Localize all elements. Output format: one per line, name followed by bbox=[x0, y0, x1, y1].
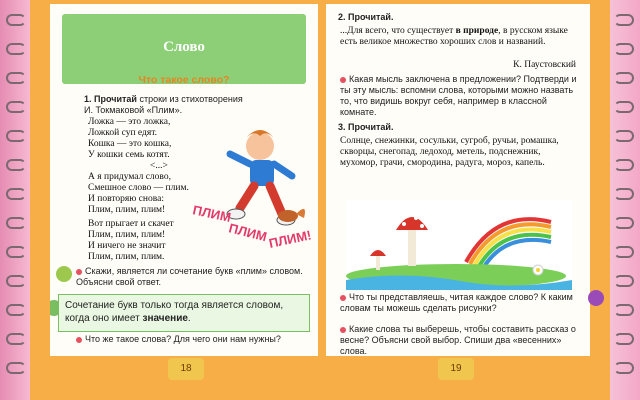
spiral-ring bbox=[614, 159, 634, 171]
quote-author: К. Паустовский bbox=[513, 60, 576, 70]
spiral-ring bbox=[614, 130, 634, 142]
spiral-ring bbox=[6, 14, 26, 26]
poem-line: И повторяю снова: bbox=[88, 194, 164, 204]
spiral-ring bbox=[6, 304, 26, 316]
spiral-ring bbox=[614, 43, 634, 55]
page-number-right: 19 bbox=[438, 358, 474, 380]
words-list: Солнце, снежинки, сосульки, сугроб, ручьи, ромашка, скворцы, снегопад, ледоход, метель, подснежник, мухомор, грачи, смородина, радуга, мороз, капель. bbox=[340, 136, 559, 168]
spiral-ring bbox=[6, 188, 26, 200]
plim-word-2: ПЛИМ bbox=[227, 220, 269, 245]
pencil-icon bbox=[588, 290, 604, 306]
spiral-ring bbox=[6, 362, 26, 374]
poem-line: Кошка — это кошка, bbox=[88, 139, 172, 149]
question-words-text: Что же такое слова? Для чего они нам нужны? bbox=[85, 334, 281, 344]
poem-line: Вот прыгает и скачет bbox=[88, 219, 174, 229]
spiral-ring bbox=[614, 304, 634, 316]
spiral-ring bbox=[614, 275, 634, 287]
task1-text: строки из стихотворения bbox=[136, 94, 243, 104]
spiral-ring bbox=[614, 72, 634, 84]
bullet-icon bbox=[340, 295, 346, 301]
poem-line: Плим, плим, плим. bbox=[88, 252, 165, 262]
question-imagine bbox=[340, 292, 580, 314]
task3-label: 3. Прочитай. bbox=[338, 122, 394, 132]
rule-text bbox=[65, 299, 303, 325]
question-spring bbox=[340, 324, 580, 356]
bullet-icon bbox=[340, 77, 346, 83]
rule-part: Сочетание букв только тогда является словом, когда оно имеет bbox=[65, 300, 284, 324]
task2-label: 2. Прочитай. bbox=[338, 12, 394, 22]
poem-line: Ложкой суп едят. bbox=[88, 128, 158, 138]
spiral-ring bbox=[6, 275, 26, 287]
question-thought bbox=[340, 74, 578, 118]
spiral-ring bbox=[6, 130, 26, 142]
poem-line: Плим, плим, плим! bbox=[88, 205, 166, 215]
spiral-ring bbox=[614, 333, 634, 345]
spiral-ring bbox=[614, 14, 634, 26]
quote-part2: , в русском языке есть великое множество хороших слов и названий. bbox=[340, 26, 568, 47]
spiral-ring bbox=[614, 217, 634, 229]
poem-line: А я придумал слово, bbox=[88, 172, 171, 182]
page-title: Слово bbox=[163, 39, 205, 55]
task1-heading bbox=[84, 94, 310, 105]
spiral-ring bbox=[6, 159, 26, 171]
spiral-ring bbox=[614, 101, 634, 113]
poem-line: Смешное слово — плим. bbox=[88, 183, 189, 193]
poem-line: Ложка — это ложка, bbox=[88, 117, 171, 127]
bullet-icon bbox=[76, 269, 82, 275]
quote-bold: в природе bbox=[455, 26, 499, 36]
spiral-ring bbox=[6, 72, 26, 84]
spiral-ring bbox=[6, 246, 26, 258]
quote-text bbox=[340, 26, 580, 48]
rule-box bbox=[58, 294, 310, 332]
plim-word-3: ПЛИМ! bbox=[267, 227, 313, 251]
quote-part1: ...Для всего, что существует bbox=[340, 26, 456, 36]
bullet-icon bbox=[340, 327, 346, 333]
spiral-ring bbox=[614, 362, 634, 374]
task1-author: И. Токмаковой «Плим». bbox=[84, 105, 183, 115]
spiral-ring bbox=[614, 188, 634, 200]
plim-word-1: ПЛИМ bbox=[191, 202, 233, 225]
section-subtitle: Что такое слово? bbox=[138, 74, 230, 86]
spiral-ring bbox=[6, 101, 26, 113]
right-page bbox=[326, 4, 590, 356]
question-plim bbox=[76, 266, 308, 288]
poem-line: У кошки семь котят. bbox=[88, 150, 170, 160]
poem-line: <...> bbox=[150, 161, 168, 171]
poem-line: И ничего не значит bbox=[88, 241, 166, 251]
spiral-ring bbox=[6, 333, 26, 345]
question-words bbox=[76, 334, 308, 345]
question-thought-text: Какая мысль заключена в предложении? Подтверди и ты эту мысль: вспомни слова, которыми можно назвать то, что видишь вокруг себя, например в классной комнате. bbox=[340, 74, 577, 117]
poem-line: Плим, плим, плим! bbox=[88, 230, 166, 240]
rule-end: . bbox=[187, 313, 191, 324]
spiral-ring bbox=[6, 43, 26, 55]
question-plim-text: Скажи, является ли сочетание букв «плим» словом. Объясни свой ответ. bbox=[76, 266, 303, 287]
spring-illustration bbox=[346, 200, 572, 290]
question-imagine-text: Что ты представляешь, читая каждое слово? К каким словам ты можешь сделать рисунки? bbox=[340, 292, 573, 313]
squirrel-illustration bbox=[274, 202, 308, 224]
left-page bbox=[50, 4, 318, 356]
spiral-ring bbox=[614, 246, 634, 258]
bullet-icon bbox=[76, 337, 82, 343]
question-spring-text: Какие слова ты выберешь, чтобы составить рассказ о весне? Объясни свой выбор. Спиши два «весенних» слова. bbox=[340, 324, 576, 356]
page-number-left: 18 bbox=[168, 358, 204, 380]
task1-label: 1. Прочитай bbox=[84, 94, 137, 104]
rule-bold-word: значение bbox=[142, 313, 188, 324]
spiral-ring bbox=[6, 217, 26, 229]
discuss-icon bbox=[56, 266, 72, 282]
